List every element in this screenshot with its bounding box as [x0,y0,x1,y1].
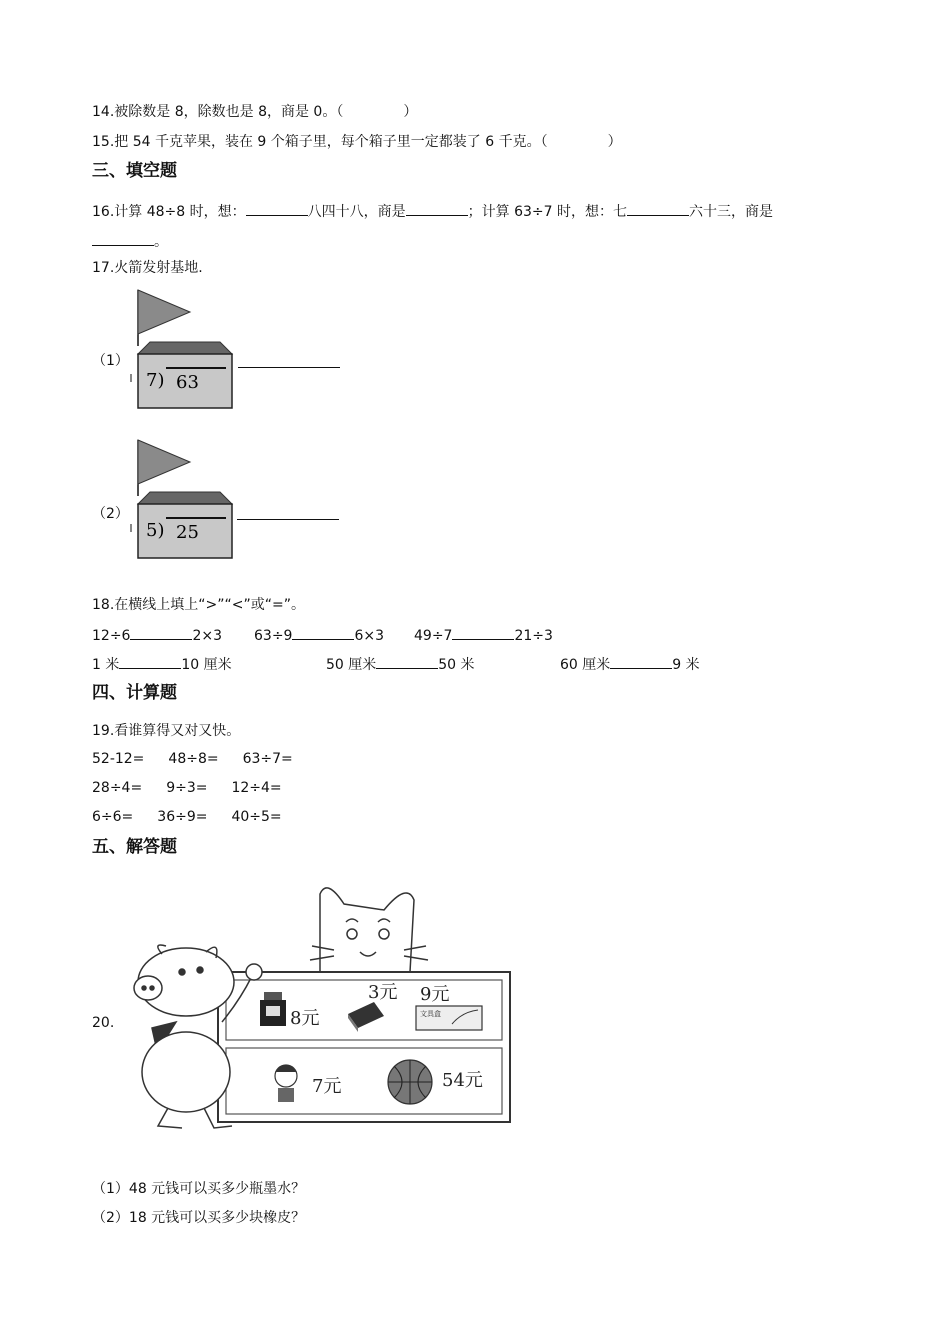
compare-1 [92,625,222,645]
compare-2-right: 6×3 [354,628,384,644]
question-15-close: ） [607,134,622,150]
price-board [218,972,510,1122]
question-18-title: 18.在横线上填上“>”“<”或“=”。 [92,597,305,613]
blank-16b[interactable] [406,201,468,216]
question-16-part5: 。 [154,234,168,250]
calc-3: 63÷7= [242,751,293,767]
question-16-part2: 八四十八，商是 [307,204,406,220]
question-14-close: ） [403,104,418,120]
compare-3 [414,625,553,645]
question-20-sub1: （1）48 元钱可以买多少瓶墨水？ [92,1181,306,1197]
blank-16c[interactable] [627,201,689,216]
question-16 [92,201,773,221]
blank-16d[interactable] [92,231,154,246]
rocket-1-answer-line[interactable] [238,367,340,368]
blank-18-3[interactable] [452,625,514,640]
compare-1-left: 12÷6 [92,628,131,644]
compare-5-right: 50 米 [438,657,475,673]
calc-6: 12÷4= [231,780,282,796]
blank-18-4[interactable] [119,654,181,669]
question-15 [92,133,622,151]
price-ink: 8元 [290,1008,320,1029]
question-20-sub2: （2）18 元钱可以买多少块橡皮？ [92,1210,306,1226]
compare-6-left: 60 厘米 [560,657,611,673]
question-14 [92,103,417,121]
compare-4-left: 1 米 [92,657,120,673]
doll-icon [275,1065,297,1102]
rocket-2-divisor: 5) [146,520,165,541]
rocket-1-label: （1） [92,353,129,369]
section-4-heading: 四、计算题 [92,683,177,703]
shop-illustration [122,872,517,1142]
question-14-text: 14.被除数是 8，除数也是 8，商是 0。（ [92,104,344,120]
section-5-heading: 五、解答题 [92,837,177,857]
calc-2: 48÷8= [168,751,219,767]
compare-4 [92,654,232,674]
basketball-icon [388,1060,432,1104]
blank-18-2[interactable] [292,625,354,640]
rocket-1-divisor: 7) [146,370,165,391]
compare-2 [254,625,384,645]
compare-1-right: 2×3 [192,628,222,644]
rocket-base-2 [128,438,240,562]
rocket-1-dividend: 63 [176,372,199,393]
calc-1: 52-12= [92,751,145,767]
calc-row-1 [92,750,293,768]
rocket-base-1 [128,288,240,412]
price-doll: 7元 [312,1076,342,1097]
question-16-line2 [92,231,168,251]
compare-6-right: 9 米 [672,657,700,673]
blank-18-1[interactable] [130,625,192,640]
question-16-part3: ；计算 63÷7 时，想：七 [467,204,627,220]
compare-5 [326,654,475,674]
calc-8: 36÷9= [157,809,208,825]
blank-18-6[interactable] [610,654,672,669]
rocket-2-label: （2） [92,506,129,522]
price-eraser: 3元 [368,982,398,1003]
blank-18-5[interactable] [376,654,438,669]
compare-3-left: 49÷7 [414,628,453,644]
pencil-box-label: 文具盒 [420,1010,441,1018]
price-ball: 54元 [442,1070,483,1091]
question-16-part1: 16.计算 48÷8 时，想： [92,204,246,220]
compare-3-right: 21÷3 [514,628,553,644]
question-17-title: 17.火箭发射基地. [92,260,203,276]
rocket-2-answer-line[interactable] [237,519,339,520]
price-pencil-box: 9元 [420,984,450,1005]
compare-4-right: 10 厘米 [181,657,232,673]
calc-4: 28÷4= [92,780,143,796]
compare-5-left: 50 厘米 [326,657,377,673]
compare-2-left: 63÷9 [254,628,293,644]
compare-6 [560,654,700,674]
question-20-number: 20. [92,1015,115,1031]
calc-row-3 [92,808,282,826]
question-15-text: 15.把 54 千克苹果，装在 9 个箱子里，每个箱子里一定都装了 6 千克。（ [92,134,548,150]
rocket-2-dividend: 25 [176,522,199,543]
cat-figure [310,888,428,972]
calc-row-2 [92,779,282,797]
question-19-title: 19.看谁算得又对又快。 [92,723,241,739]
question-16-part4: 六十三，商是 [688,204,773,220]
calc-5: 9÷3= [166,780,208,796]
calc-9: 40÷5= [231,809,282,825]
blank-16a[interactable] [246,201,308,216]
section-3-heading: 三、填空题 [92,161,177,181]
calc-7: 6÷6= [92,809,134,825]
